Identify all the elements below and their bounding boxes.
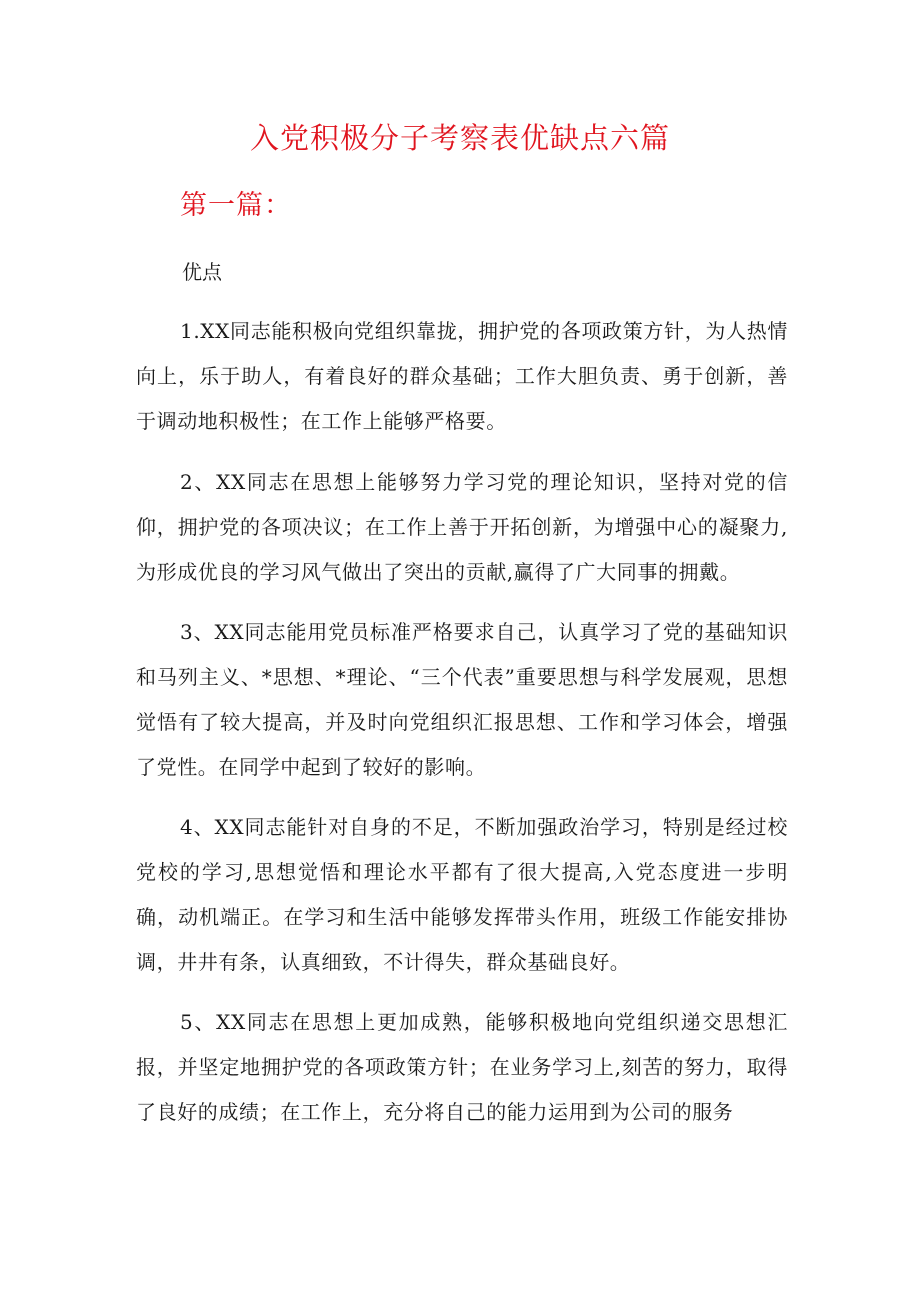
paragraph-4: 4、XX同志能针对自身的不足，不断加强政治学习，特别是经过校党校的学习,思想觉悟和理论水平都有了很大提高,入党态度进一步明确，动机端正。在学习和生活中能够发挥带头作用，班级工作能安排协调，井井有条，认真细致，不计得失，群众基础良好。 bbox=[136, 815, 788, 974]
paragraph-1: 1.XX同志能积极向党组织靠拢，拥护党的各项政策方针，为人热情向上，乐于助人，有着良好的群众基础；工作大胆负责、勇于创新，善于调动地积极性；在工作上能够严格要。 bbox=[136, 319, 788, 433]
paragraph-5: 5、XX同志在思想上更加成熟，能够积极地向党组织递交思想汇报，并坚定地拥护党的各项政策方针；在业务学习上,刻苦的努力，取得了良好的成绩；在工作上，充分将自己的能力运用到为公司的服务 bbox=[136, 1010, 788, 1124]
paragraph-3: 3、XX同志能用党员标准严格要求自己，认真学习了党的基础知识和马列主义、*思想、*理论、“三个代表”重要思想与科学发展观，思想觉悟有了较大提高，并及时向党组织汇报思想、工作和学习体会，增强了党性。在同学中起到了较好的影响。 bbox=[136, 620, 788, 779]
section-heading: 第一篇： bbox=[180, 190, 292, 221]
paragraph-2: 2、XX同志在思想上能够努力学习党的理论知识，坚持对党的信仰，拥护党的各项决议；在工作上善于开拓创新，为增强中心的凝聚力,为形成优良的学习风气做出了突出的贡献,赢得了广大同事的拥戴。 bbox=[136, 470, 788, 584]
document-title: 入党积极分子考察表优缺点六篇 bbox=[249, 121, 670, 155]
sub-heading-strengths: 优点 bbox=[182, 260, 222, 284]
